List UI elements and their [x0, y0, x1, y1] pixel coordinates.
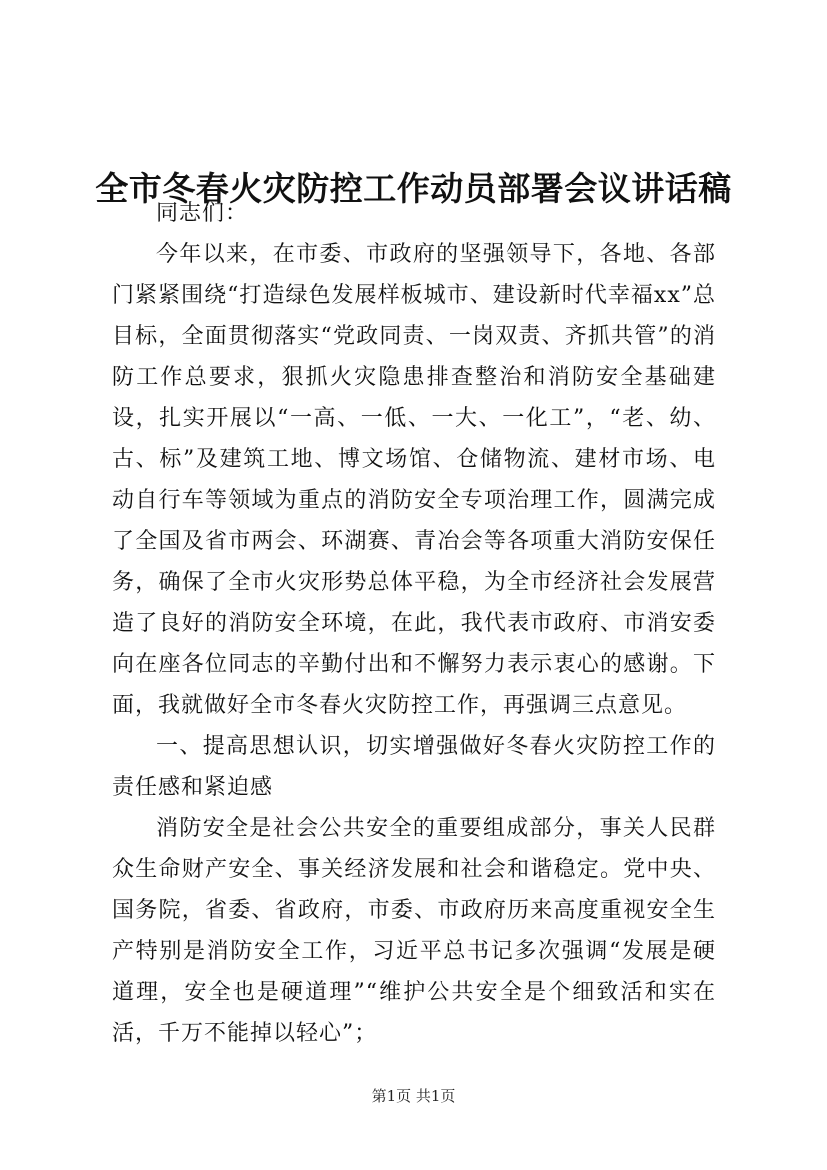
paragraph-section-1: 消防安全是社会公共安全的重要组成部分，事关人民群众生命财产安全、事关经济发展和社会和谐稳定。党中央、国务院，省委、省政府，市委、市政府历来高度重视安全生产特别是消防安全工作，习近平总书记多次强调“发展是硬道理，安全也是硬道理”“维护公共安全是个细致活和实在活，千万不能掉以轻心”； [112, 816, 716, 1046]
section-heading-1: 一、提高思想认识，切实增强做好冬春火灾防控工作的责任感和紧迫感 [112, 734, 716, 800]
page-footer: 第1页 共1页 [371, 1087, 456, 1105]
paragraph-intro: 今年以来，在市委、市政府的坚强领导下，各地、各部门紧紧围绕“打造绿色发展样板城市、建设新时代幸福xx”总目标，全面贯彻落实“党政同责、一岗双责、齐抓共管”的消防工作总要求，狠抓火灾隐患排查整治和消防安全基础建设，扎实开展以“一高、一低、一大、一化工”，“老、幼、古、标”及建筑工地、博文场馆、仓储物流、建材市场、电动自行车等领域为重点的消防安全专项治理工作，圆满完成了全国及省市两会、环湖赛、青冶会等各项重大消防安保任务，确保了全市火灾形势总体平稳，为全市经济社会发展营造了良好的消防安全环境，在此，我代表市政府、市消安委向在座各位同志的辛勤付出和不懈努力表示衷心的感谢。下面，我就做好全市冬春火灾防控工作，再强调三点意见。 [112, 242, 716, 718]
document-body [112, 193, 716, 1054]
salutation: 同志们： [156, 201, 249, 226]
document-title: 全市冬春火灾防控工作动员部署会议讲话稿 [95, 169, 732, 209]
